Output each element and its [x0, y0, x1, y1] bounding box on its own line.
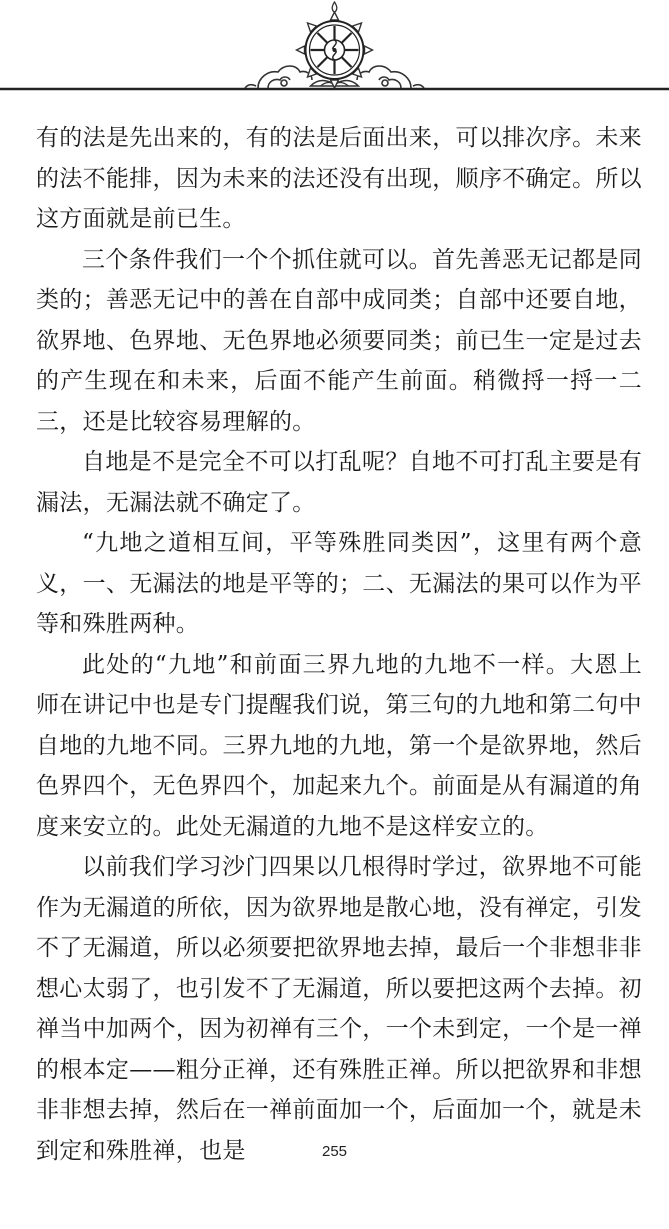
header-ornament	[0, 0, 669, 100]
paragraph: 自地是不是完全不可以打乱呢？自地不可打乱主要是有漏法，无漏法就不确定了。	[36, 449, 642, 516]
right-cloud-scroll-icon	[357, 66, 424, 88]
paragraph: 有的法是先出来的，有的法是后面出来，可以排次序。未来的法不能排，因为未来的法还没有出现，顺序不确定。所以这方面就是前已生。	[36, 125, 642, 232]
paragraph: 此处的“九地”和前面三界九地的九地不一样。大恩上师在讲记中也是专门提醒我们说，第三句的九地和第二句中自地的九地不同。三界九地的九地，第一个是欲界地，然后色界四个，无色界四个，加起来九个。前面是从有漏道的角度来安立的。此处无漏道的九地不是这样安立的。	[36, 651, 642, 840]
page-header	[0, 0, 669, 100]
dharma-wheel-icon	[297, 2, 373, 88]
paragraph: 以前我们学习沙门四果以几根得时学过，欲界地不可能作为无漏道的所依，因为欲界地是散心地，没有禅定，引发不了无漏道，所以必须要把欲界地去掉，最后一个非想非非想心太弱了，也引发不了无漏道，所以要把这两个去掉。初禅当中加两个，因为初禅有三个，一个未到定，一个是一禅的根本定——粗分正禅，还有殊胜正禅。所以把欲界和非想非非想去掉，然后在一禅前面加一个，后面加一个，就是未到定和殊胜禅，也是	[36, 854, 642, 1164]
left-cloud-scroll-icon	[245, 66, 312, 88]
paragraph: “九地之道相互间，平等殊胜同类因”，这里有两个意义，一、无漏法的地是平等的；二、无漏法的果可以作为平等和殊胜两种。	[36, 530, 642, 637]
paragraph: 三个条件我们一个个抓住就可以。首先善恶无记都是同类的；善恶无记中的善在自部中成同类；自部中还要自地，欲界地、色界地、无色界地必须要同类；前已生一定是过去的产生现在和未来，后面不能产生前面。稍微捋一捋一二三，还是比较容易理解的。	[36, 246, 642, 435]
body-text	[36, 118, 642, 1171]
page-number: 255	[321, 1143, 348, 1160]
